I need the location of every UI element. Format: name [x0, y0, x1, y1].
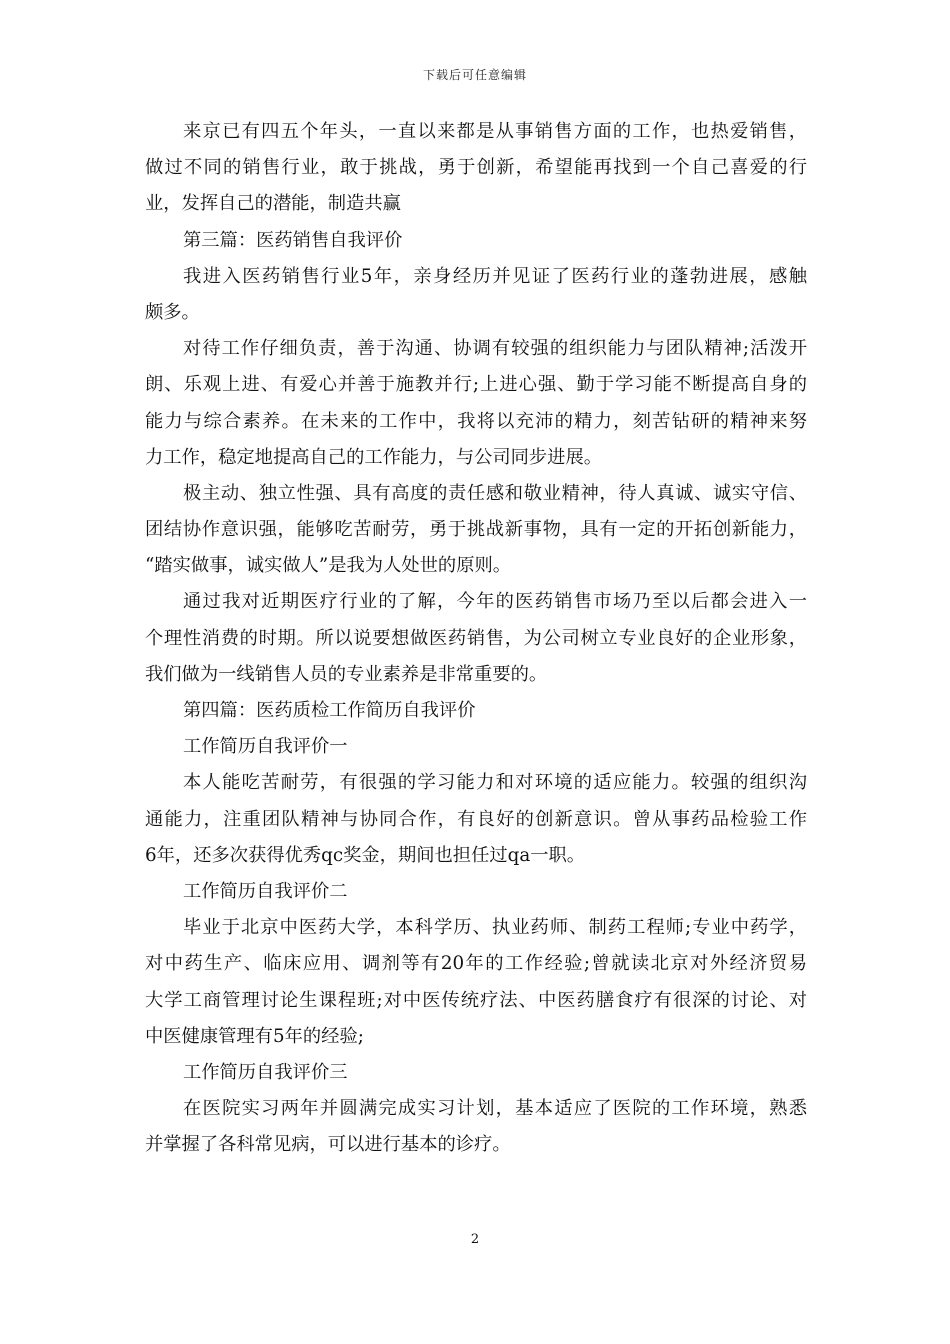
page-header: 下载后可任意编辑 — [422, 68, 527, 82]
document-body — [145, 114, 807, 1163]
text-line: 工作简历自我评价一 — [183, 736, 348, 758]
text-line: 来京已有四五个年头，一直以来都是从事销售方面的工作，也热爱销售， — [183, 121, 807, 142]
text-line: 我们做为一线销售人员的专业素养是非常重要的。 — [145, 663, 548, 685]
text-line: 工作简历自我评价三 — [183, 1061, 348, 1083]
text-line: 6年，还多次获得优秀qc奖金，期间也担任过qa一职。 — [145, 844, 586, 866]
text-line: 通过我对近期医疗行业的了解，今年的医药销售市场乃至以后都会进入一 — [183, 591, 807, 613]
text-line: 颇多。 — [145, 301, 200, 323]
text-line: 本人能吃苦耐劳，有很强的学习能力和对环境的适应能力。较强的组织沟 — [183, 772, 807, 794]
text-line: 个理性消费的时期。所以说要想做医药销售，为公司树立专业良好的企业形象， — [145, 627, 807, 649]
text-line: 第三篇：医药销售自我评价 — [183, 229, 403, 251]
text-line: 我进入医药销售行业5年，亲身经历并见证了医药行业的蓬勃进展，感触 — [183, 265, 807, 287]
text-line: 朗、乐观上进、有爱心并善于施教并行;上进心强、勤于学习能不断提高自身的 — [145, 374, 807, 396]
text-line: 业，发挥自己的潜能，制造共赢 — [145, 193, 401, 215]
text-line: 极主动、独立性强、具有高度的责任感和敬业精神，待人真诚、诚实守信、 — [183, 482, 807, 504]
text-line: 并掌握了各科常见病，可以进行基本的诊疗。 — [145, 1134, 511, 1156]
text-line: 第四篇：医药质检工作简历自我评价 — [183, 700, 476, 721]
text-line: 能力与综合素养。在未来的工作中，我将以充沛的精力，刻苦钻研的精神来努 — [145, 410, 807, 432]
page-number: 2 — [470, 1232, 480, 1247]
text-line: 对待工作仔细负责，善于沟通、协调有较强的组织能力与团队精神;活泼开 — [183, 338, 807, 360]
text-line: 大学工商管理讨论生课程班;对中医传统疗法、中医药膳食疗有很深的讨论、对 — [145, 989, 807, 1011]
text-line: 力工作，稳定地提高自己的工作能力，与公司同步进展。 — [145, 446, 603, 468]
text-line: 对中药生产、临床应用、调剂等有20年的工作经验;曾就读北京对外经济贸易 — [145, 953, 807, 975]
text-line: 中医健康管理有5年的经验; — [145, 1025, 364, 1047]
text-line: 工作简历自我评价二 — [183, 880, 348, 902]
text-line: 做过不同的销售行业，敢于挑战，勇于创新，希望能再找到一个自己喜爱的行 — [145, 157, 807, 179]
text-line: 在医院实习两年并圆满完成实习计划，基本适应了医院的工作环境，熟悉 — [183, 1098, 807, 1120]
text-line: 通能力，注重团队精神与协同合作，有良好的创新意识。曾从事药品检验工作 — [145, 808, 807, 830]
text-line: 团结协作意识强，能够吃苦耐劳，勇于挑战新事物，具有一定的开拓创新能力， — [145, 519, 807, 541]
text-line: 毕业于北京中医药大学，本科学历、执业药师、制药工程师;专业中药学， — [183, 917, 807, 939]
text-line: “踏实做事，诚实做人”是我为人处世的原则。 — [145, 555, 512, 577]
